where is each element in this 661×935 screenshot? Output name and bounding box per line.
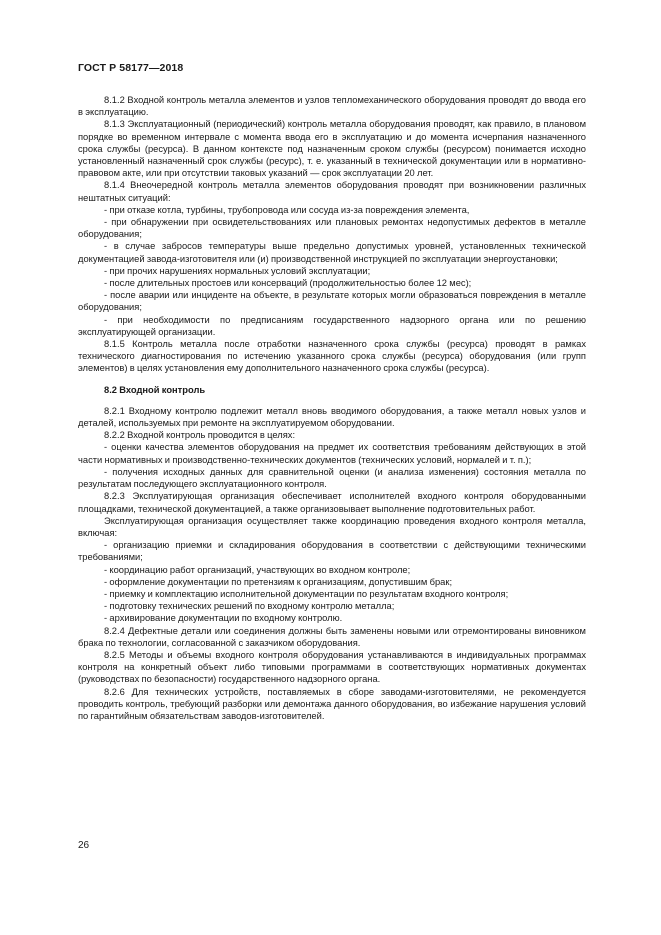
body-paragraph: - приемку и комплектацию исполнительной документации по результатам входного контроля; (104, 588, 509, 599)
body-paragraph: 8.1.3 Эксплуатационный (периодический) контроль металла оборудования проводят, как правило, в плановом порядке во временном интервале с момента ввода его в эксплуатацию и до момента исчерпания назначенного срока службы (ресурса). В данном контексте под назначенным сроком службы (ресурсом) понимается исходно установленный назначенный срок службы (ресурс), т. е. указанный в технической документации или в нормативно-правовом акте, или при отсутствии таковых указаний — срок эксплуатации 20 лет. (78, 119, 586, 179)
body-paragraph: - при прочих нарушениях нормальных условий эксплуатации; (104, 265, 371, 276)
body-paragraph: 8.2.2 Входной контроль проводится в целях: (104, 430, 296, 441)
body-paragraph: - подготовку технических решений по входному контролю металла; (104, 601, 395, 612)
body-paragraph: 8.2.1 Входному контролю подлежит металл вновь вводимого оборудования, а также металл новых узлов и деталей, используемых при ремонте на эксплуатируемом оборудовании. (78, 405, 586, 429)
body-paragraph: 8.2.5 Методы и объемы входного контроля оборудования устанавливаются в индивидуальных программах контроля на конкретный объект либо типовыми программами в соответствующих нормативных документах (руководствах по безопасности) государственного надзорного органа. (78, 649, 586, 685)
body-paragraph: - после длительных простоев или консерваций (продолжительностью более 12 мес); (104, 278, 472, 289)
section-heading: 8.2 Входной контроль (104, 384, 206, 395)
page-number: 26 (78, 840, 90, 851)
body-paragraph: 8.1.2 Входной контроль металла элементов и узлов тепломеханического оборудования проводят до ввода его в эксплуатацию. (78, 95, 586, 118)
body-paragraph: - координацию работ организаций, участвующих во входном контроле; (104, 564, 411, 575)
document-header: ГОСТ Р 58177—2018 (78, 62, 184, 74)
body-paragraph: - после аварии или инциденте на объекте, в результате которых могли образоваться повреждения в металле оборудования; (78, 290, 586, 313)
body-paragraph: 8.1.4 Внеочередной контроль металла элементов оборудования проводят при возникновении различных нештатных ситуаций: (78, 180, 586, 203)
body-paragraph: 8.1.5 Контроль металла после отработки назначенного срока службы (ресурса) проводят в рамках технического диагностирования по истечению указанного срока службы (ресурса) оборудования (или групп элементов) в целях установления ему дополнительного назначенного срока службы (ресурса). (78, 339, 586, 374)
body-paragraph: - архивирование документации по входному контролю. (104, 613, 343, 624)
body-paragraph: 8.2.3 Эксплуатирующая организация обеспечивает исполнителей входного контроля оборудованными площадками, технической документацией, а также организовывает выполнение подготовительных работ. (78, 491, 586, 514)
body-paragraph: - при обнаружении при освидетельствованиях или плановых ремонтах недопустимых дефектов в металле оборудования; (78, 217, 586, 240)
body-paragraph: 8.2.4 Дефектные детали или соединения должны быть заменены новыми или отремонтированы виновником брака по технологии, согласованной с заказчиком оборудования. (78, 625, 586, 648)
body-paragraph: - при отказе котла, турбины, трубопровода или сосуда из-за повреждения элемента, (104, 204, 470, 215)
body-paragraph: - оценки качества элементов оборудования на предмет их соответствия требованиям действующих в этой части нормативных и производственно-технических документов (технических условий, нормалей и т. п.); (78, 442, 586, 465)
body-paragraph: - получения исходных данных для сравнительной оценки (и анализа изменения) состояния металла по результатам последующего эксплуатационного контроля. (78, 466, 586, 490)
body-paragraph: - в случае забросов температуры выше предельно допустимых уровней, установленных технической документацией завода-изготовителя или (и) производственной инструкцией по эксплуатации энергоустановки; (78, 241, 586, 264)
document-body (78, 94, 586, 722)
body-paragraph: 8.2.6 Для технических устройств, поставляемых в сборе заводами-изготовителями, не рекомендуется проводить контроль, требующий разборки или демонтажа данного оборудования, во избежание нарушения условий по гарантийным обязательствам заводов-изготовителей. (78, 686, 586, 721)
body-paragraph: Эксплуатирующая организация осуществляет также координацию проведения входного контроля металла, включая: (78, 515, 586, 538)
body-paragraph: - организацию приемки и складирования оборудования в соответствии с действующими техническими требованиями; (78, 540, 586, 563)
body-paragraph: - оформление документации по претензиям к организациям, допустившим брак; (104, 576, 453, 587)
body-paragraph: - при необходимости по предписаниям государственного надзорного органа или по решению эксплуатирующей организации. (78, 314, 586, 337)
